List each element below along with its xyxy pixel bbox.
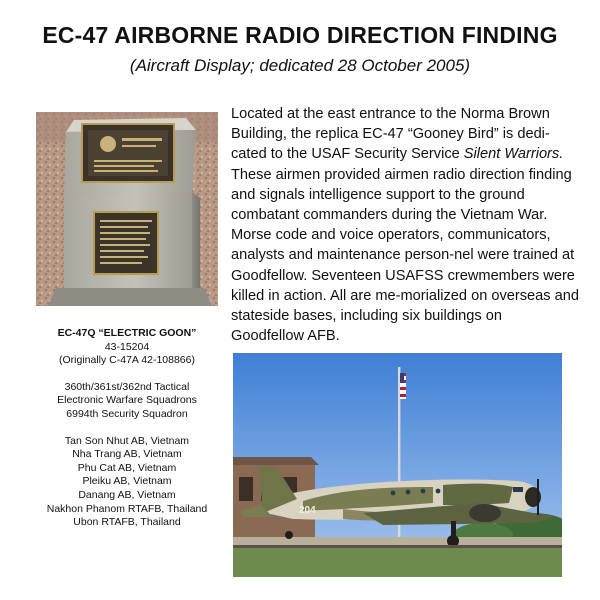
ec47-aircraft-photo: [233, 353, 562, 577]
caption-squadron: 360th/361st/362nd Tactical: [64, 380, 190, 393]
caption-base: Nha Trang AB, Vietnam: [72, 448, 182, 461]
description-emphasis: Silent Warriors.: [463, 146, 564, 163]
page-subtitle: (Aircraft Display; dedicated 28 October 2005): [129, 56, 471, 75]
description-paragraph: [231, 104, 579, 346]
caption-squadron: 6994th Security Squadron: [66, 407, 188, 420]
caption-spacer: [30, 368, 224, 381]
caption-spacer: [30, 422, 224, 435]
description-text-2: These airmen provided airmen radio direction finding and signals intelligence support to the ground combatant commanders during the Vietnam War. Morse code and voice operators, communicators, analysts and maintenance person-nel were trained at Goodfellow. Seventeen USAFSS crewmembers were killed in action. All are me-morialized on overseas and stateside bases, including six buildings on Goodfellow AFB.: [231, 166, 579, 345]
caption-base: Danang AB, Vietnam: [78, 488, 176, 501]
aircraft-tail-number: 204: [299, 505, 316, 516]
memorial-monument-photo: [36, 112, 218, 306]
page-title: EC-47 AIRBORNE RADIO DIRECTION FINDING: [42, 22, 558, 48]
caption-squadron: Electronic Warfare Squadrons: [57, 394, 197, 407]
caption-base: Pleiku AB, Vietnam: [82, 475, 172, 488]
caption-serial: 43-15204: [104, 340, 150, 353]
us-flag: [400, 373, 406, 399]
caption-base: Ubon RTAFB, Thailand: [73, 516, 181, 529]
description-text-1: Located at the east entrance to the Norma Brown Building, the replica EC-47 “Gooney Bird” is dedi-cated to the USAF Security Service: [231, 106, 550, 163]
caption-original: (Originally C-47A 42-108866): [59, 354, 195, 367]
caption-aircraft-name: EC-47Q “ELECTRIC GOON”: [57, 327, 197, 339]
caption-base: Phu Cat AB, Vietnam: [77, 461, 177, 474]
aircraft-caption: [30, 327, 224, 530]
caption-base: Nakhon Phanom RTAFB, Thailand: [46, 502, 208, 515]
caption-base: Tan Son Nhut AB, Vietnam: [64, 434, 190, 447]
